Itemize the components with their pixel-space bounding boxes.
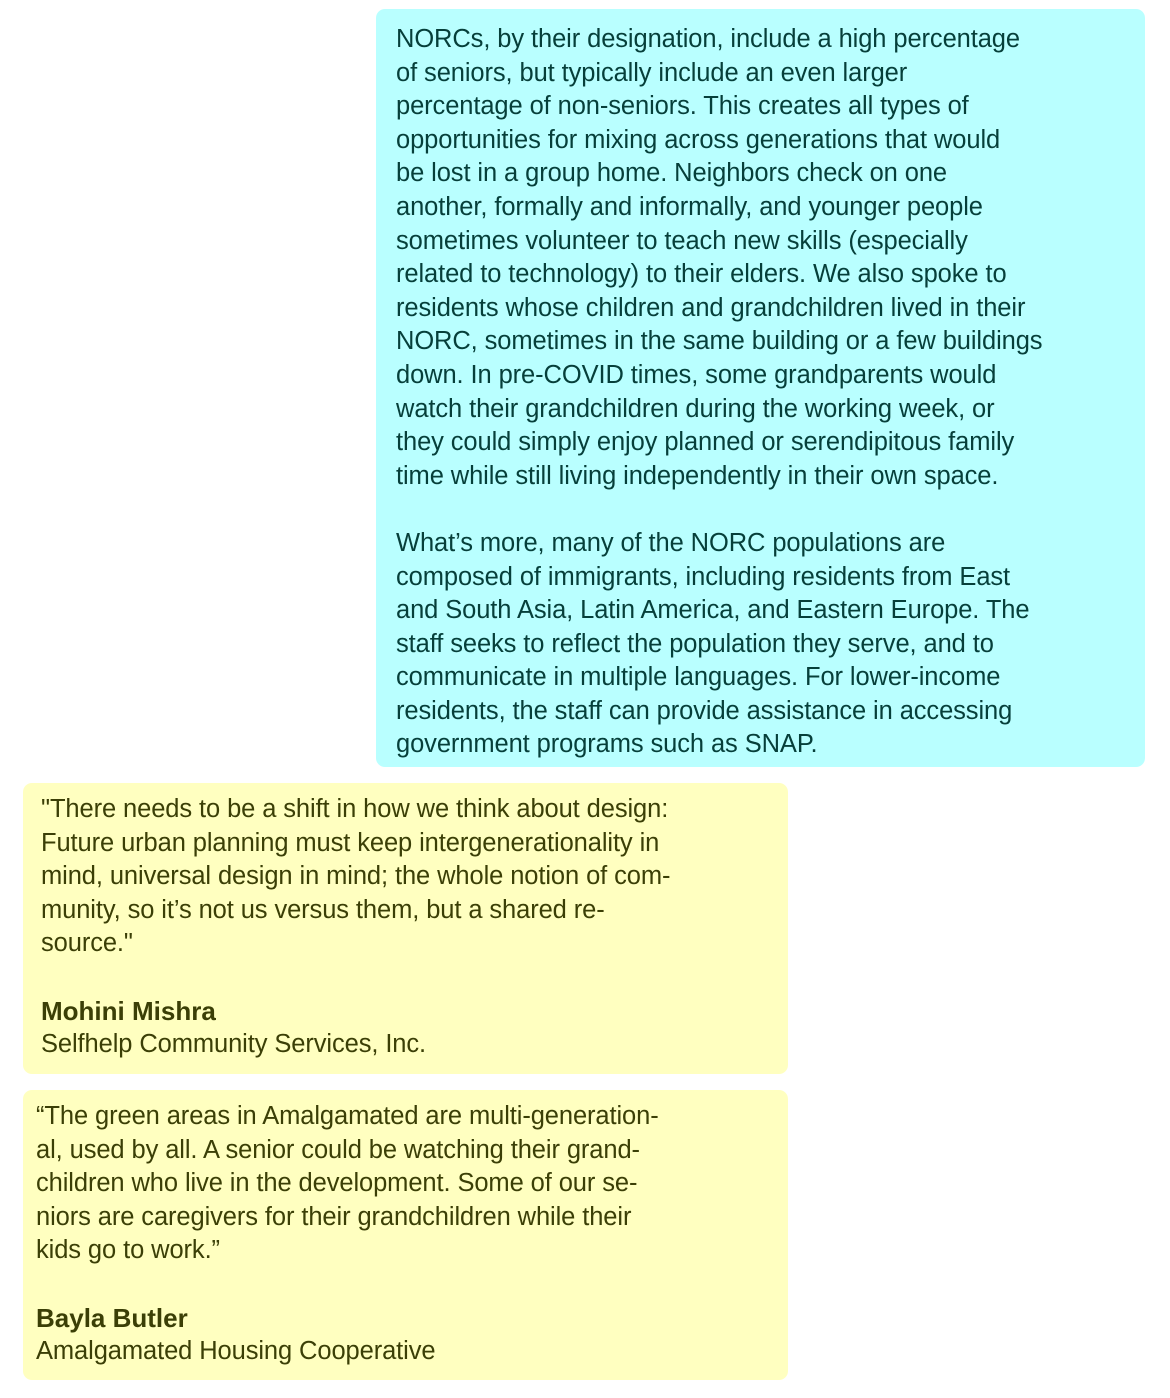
text-line: "There needs to be a shift in how we think about design: <box>41 795 669 823</box>
text-line: be lost in a group home. Neighbors check on one <box>396 159 947 188</box>
text-line: mind, universal design in mind; the whole notion of com- <box>41 862 671 891</box>
quote-text <box>41 793 770 961</box>
quote-author-organization: Selfhelp Community Services, Inc. <box>41 1030 427 1059</box>
text-line: staff seeks to reflect the population they serve, and to <box>396 629 994 658</box>
text-line: kids go to work.” <box>36 1236 220 1265</box>
article-text-card <box>376 9 1145 767</box>
text-line: residents whose children and grandchildren lived in their <box>396 293 1026 322</box>
quote-text <box>36 1100 770 1268</box>
article-paragraph-1 <box>396 23 1127 493</box>
text-line: another, formally and informally, and younger people <box>396 192 983 221</box>
quote-author-name: Mohini Mishra <box>41 995 216 1026</box>
text-line: al, used by all. A senior could be watching their grand- <box>36 1135 640 1164</box>
text-line: What’s more, many of the NORC populations are <box>396 528 946 557</box>
text-line: niors are caregivers for their grandchildren while their <box>36 1202 632 1231</box>
text-line: and South Asia, Latin America, and Eastern Europe. The <box>396 596 1030 625</box>
text-line: communicate in multiple languages. For lower-income <box>396 663 1001 692</box>
text-line: NORCs, by their designation, include a high percentage <box>396 25 1020 53</box>
text-line: opportunities for mixing across generations that would <box>396 125 1001 154</box>
text-line: they could simply enjoy planned or serendipitous family <box>396 428 1015 457</box>
text-line: time while still living independently in their own space. <box>396 461 999 490</box>
text-line: government programs such as SNAP. <box>396 730 818 759</box>
text-line: source." <box>41 929 133 958</box>
quote-card <box>23 783 788 1074</box>
text-line: residents, the staff can provide assistance in accessing <box>396 696 1013 725</box>
text-line: children who live in the development. Some of our se- <box>36 1169 638 1198</box>
text-line: composed of immigrants, including residents from East <box>396 562 1011 591</box>
text-line: watch their grandchildren during the working week, or <box>396 394 995 423</box>
quote-card <box>23 1090 788 1380</box>
text-line: munity, so it’s not us versus them, but a shared re- <box>41 895 605 924</box>
quote-author-name: Bayla Butler <box>36 1302 188 1333</box>
article-paragraph-2 <box>396 527 1127 762</box>
text-line: Future urban planning must keep intergenerationality in <box>41 828 660 857</box>
text-line: “The green areas in Amalgamated are multi-generation- <box>36 1102 659 1130</box>
text-line: percentage of non-seniors. This creates all types of <box>396 92 969 121</box>
text-line: down. In pre-COVID times, some grandparents would <box>396 360 997 389</box>
text-line: NORC, sometimes in the same building or a few buildings <box>396 327 1043 356</box>
text-line: of seniors, but typically include an even larger <box>396 58 908 87</box>
text-line: related to technology) to their elders. We also spoke to <box>396 260 1007 289</box>
quote-author-organization: Amalgamated Housing Cooperative <box>36 1337 436 1366</box>
text-line: sometimes volunteer to teach new skills (especially <box>396 226 968 255</box>
